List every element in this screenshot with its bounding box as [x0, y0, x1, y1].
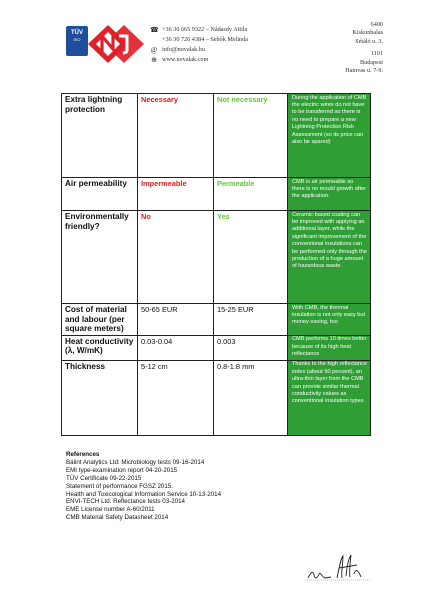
- contact-block: [150, 25, 248, 65]
- cmb-cell: 0.003: [214, 335, 288, 360]
- note-cell: During the application of CMB the electric wires do not have to be transferred so there is no need to prepare a new Lightning Protection Risk Assessment (so its price can also be spared): [288, 94, 371, 178]
- handwritten-signature: [305, 548, 371, 584]
- conventional-cell: 0.03-0.04: [138, 335, 214, 360]
- cmb-cell: Permeable: [214, 178, 288, 211]
- contact-phone-row-1: [150, 25, 248, 35]
- reference-item: ENVI-TECH Ltd. Reflectance tests 03-2014: [66, 498, 185, 506]
- reference-item: Statement of performance FGSZ 2015.: [66, 482, 173, 490]
- address-1-street: Sétáló u. 3.: [355, 37, 383, 45]
- note-cell: Ceramic-based coating can be improved with applying an additional layer, while the significant improvement of the conventional insulations can be performed only through the production of a huge amount of hazardous waste.: [288, 211, 371, 304]
- cmb-cell: 15-25 EUR: [214, 304, 288, 336]
- reference-item: Health and Toxicological Information Service 10-13-2014: [66, 490, 222, 498]
- cmb-cell: Not necessary: [214, 94, 288, 178]
- note-cell: Thanks to the high reflectance index (about 90 percent), an ultra-thin layer from the CMB can provide similar thermal conductivity values as conventional insulation types: [288, 360, 371, 435]
- address-1-city: Kiskunhalas: [352, 29, 383, 37]
- tuv-certification-badge: [66, 26, 88, 56]
- references-title: References: [66, 451, 100, 458]
- cmb-cell: 0.8-1.8 mm: [214, 360, 288, 435]
- reference-item: CMB Material Safety Datasheet 2014: [66, 514, 169, 522]
- email-link[interactable]: info@novalak.hu: [162, 46, 205, 53]
- table-row: [62, 211, 371, 304]
- web-icon: ⊕: [151, 56, 157, 64]
- property-cell: Environmentally friendly?: [62, 211, 138, 304]
- conventional-cell: Impermeable: [138, 178, 214, 211]
- conventional-cell: No: [138, 211, 214, 304]
- table-row: [62, 360, 371, 435]
- property-cell: Extra lightning protection: [62, 94, 138, 178]
- comparison-table: [61, 93, 371, 436]
- reference-item: Bálint Analytics Ltd: Microbiology tests 09-16-2014: [66, 458, 205, 466]
- company-logo: [86, 22, 146, 66]
- table-row: [62, 304, 371, 336]
- contact-phone-row-2: [150, 35, 248, 45]
- address-block: [345, 21, 383, 75]
- cmb-cell: Yes: [214, 211, 288, 304]
- address-1-zip: 6400: [370, 21, 383, 28]
- address-2-street: Hamvas u. 7-9.: [345, 67, 383, 75]
- note-cell: With CMB, the thermal insulation is not only easy but money-saving, too: [288, 304, 371, 336]
- phone-icon: ☎: [150, 26, 159, 34]
- tuv-label: TÜV: [71, 30, 83, 36]
- reference-item: EME License number A-60/2011: [66, 506, 155, 514]
- property-cell: Cost of material and labour (per square meters): [62, 304, 138, 336]
- address-2-city: Budapest: [359, 58, 383, 66]
- letterhead: [0, 0, 425, 80]
- address-2-zip: 1101: [370, 50, 383, 58]
- conventional-cell: 5-12 cm: [138, 360, 214, 435]
- note-cell: CMB is air permeable so there is no mould growth after the application.: [288, 178, 371, 211]
- email-icon: @: [150, 46, 158, 54]
- phone-2: +36 30 726 4384 – Sebők Melinda: [162, 36, 248, 43]
- property-cell: Thickness: [62, 360, 138, 435]
- table-row: [62, 178, 371, 211]
- contact-email-row: [150, 45, 248, 55]
- references-section: [66, 451, 221, 522]
- tuv-sub-label: ISO: [73, 37, 81, 42]
- note-cell: CMB performs 10 times better because of its high heat reflectance: [288, 335, 371, 360]
- contact-web-row: [150, 55, 248, 65]
- table-row: [62, 335, 371, 360]
- property-cell: Heat conductivity (λ, W/mK): [62, 335, 138, 360]
- table-row: [62, 94, 371, 178]
- property-cell: Air permeability: [62, 178, 138, 211]
- reference-item: EMI type-examination report 04-20-2015: [66, 466, 178, 474]
- phone-1: +36 30 665 9322 – Nádasdy Attila: [162, 26, 248, 33]
- reference-item: TÜV Certificate 09-22-2015: [66, 474, 142, 482]
- web-link[interactable]: www.novalak.com: [162, 56, 209, 63]
- conventional-cell: Necessary: [138, 94, 214, 178]
- conventional-cell: 50-65 EUR: [138, 304, 214, 336]
